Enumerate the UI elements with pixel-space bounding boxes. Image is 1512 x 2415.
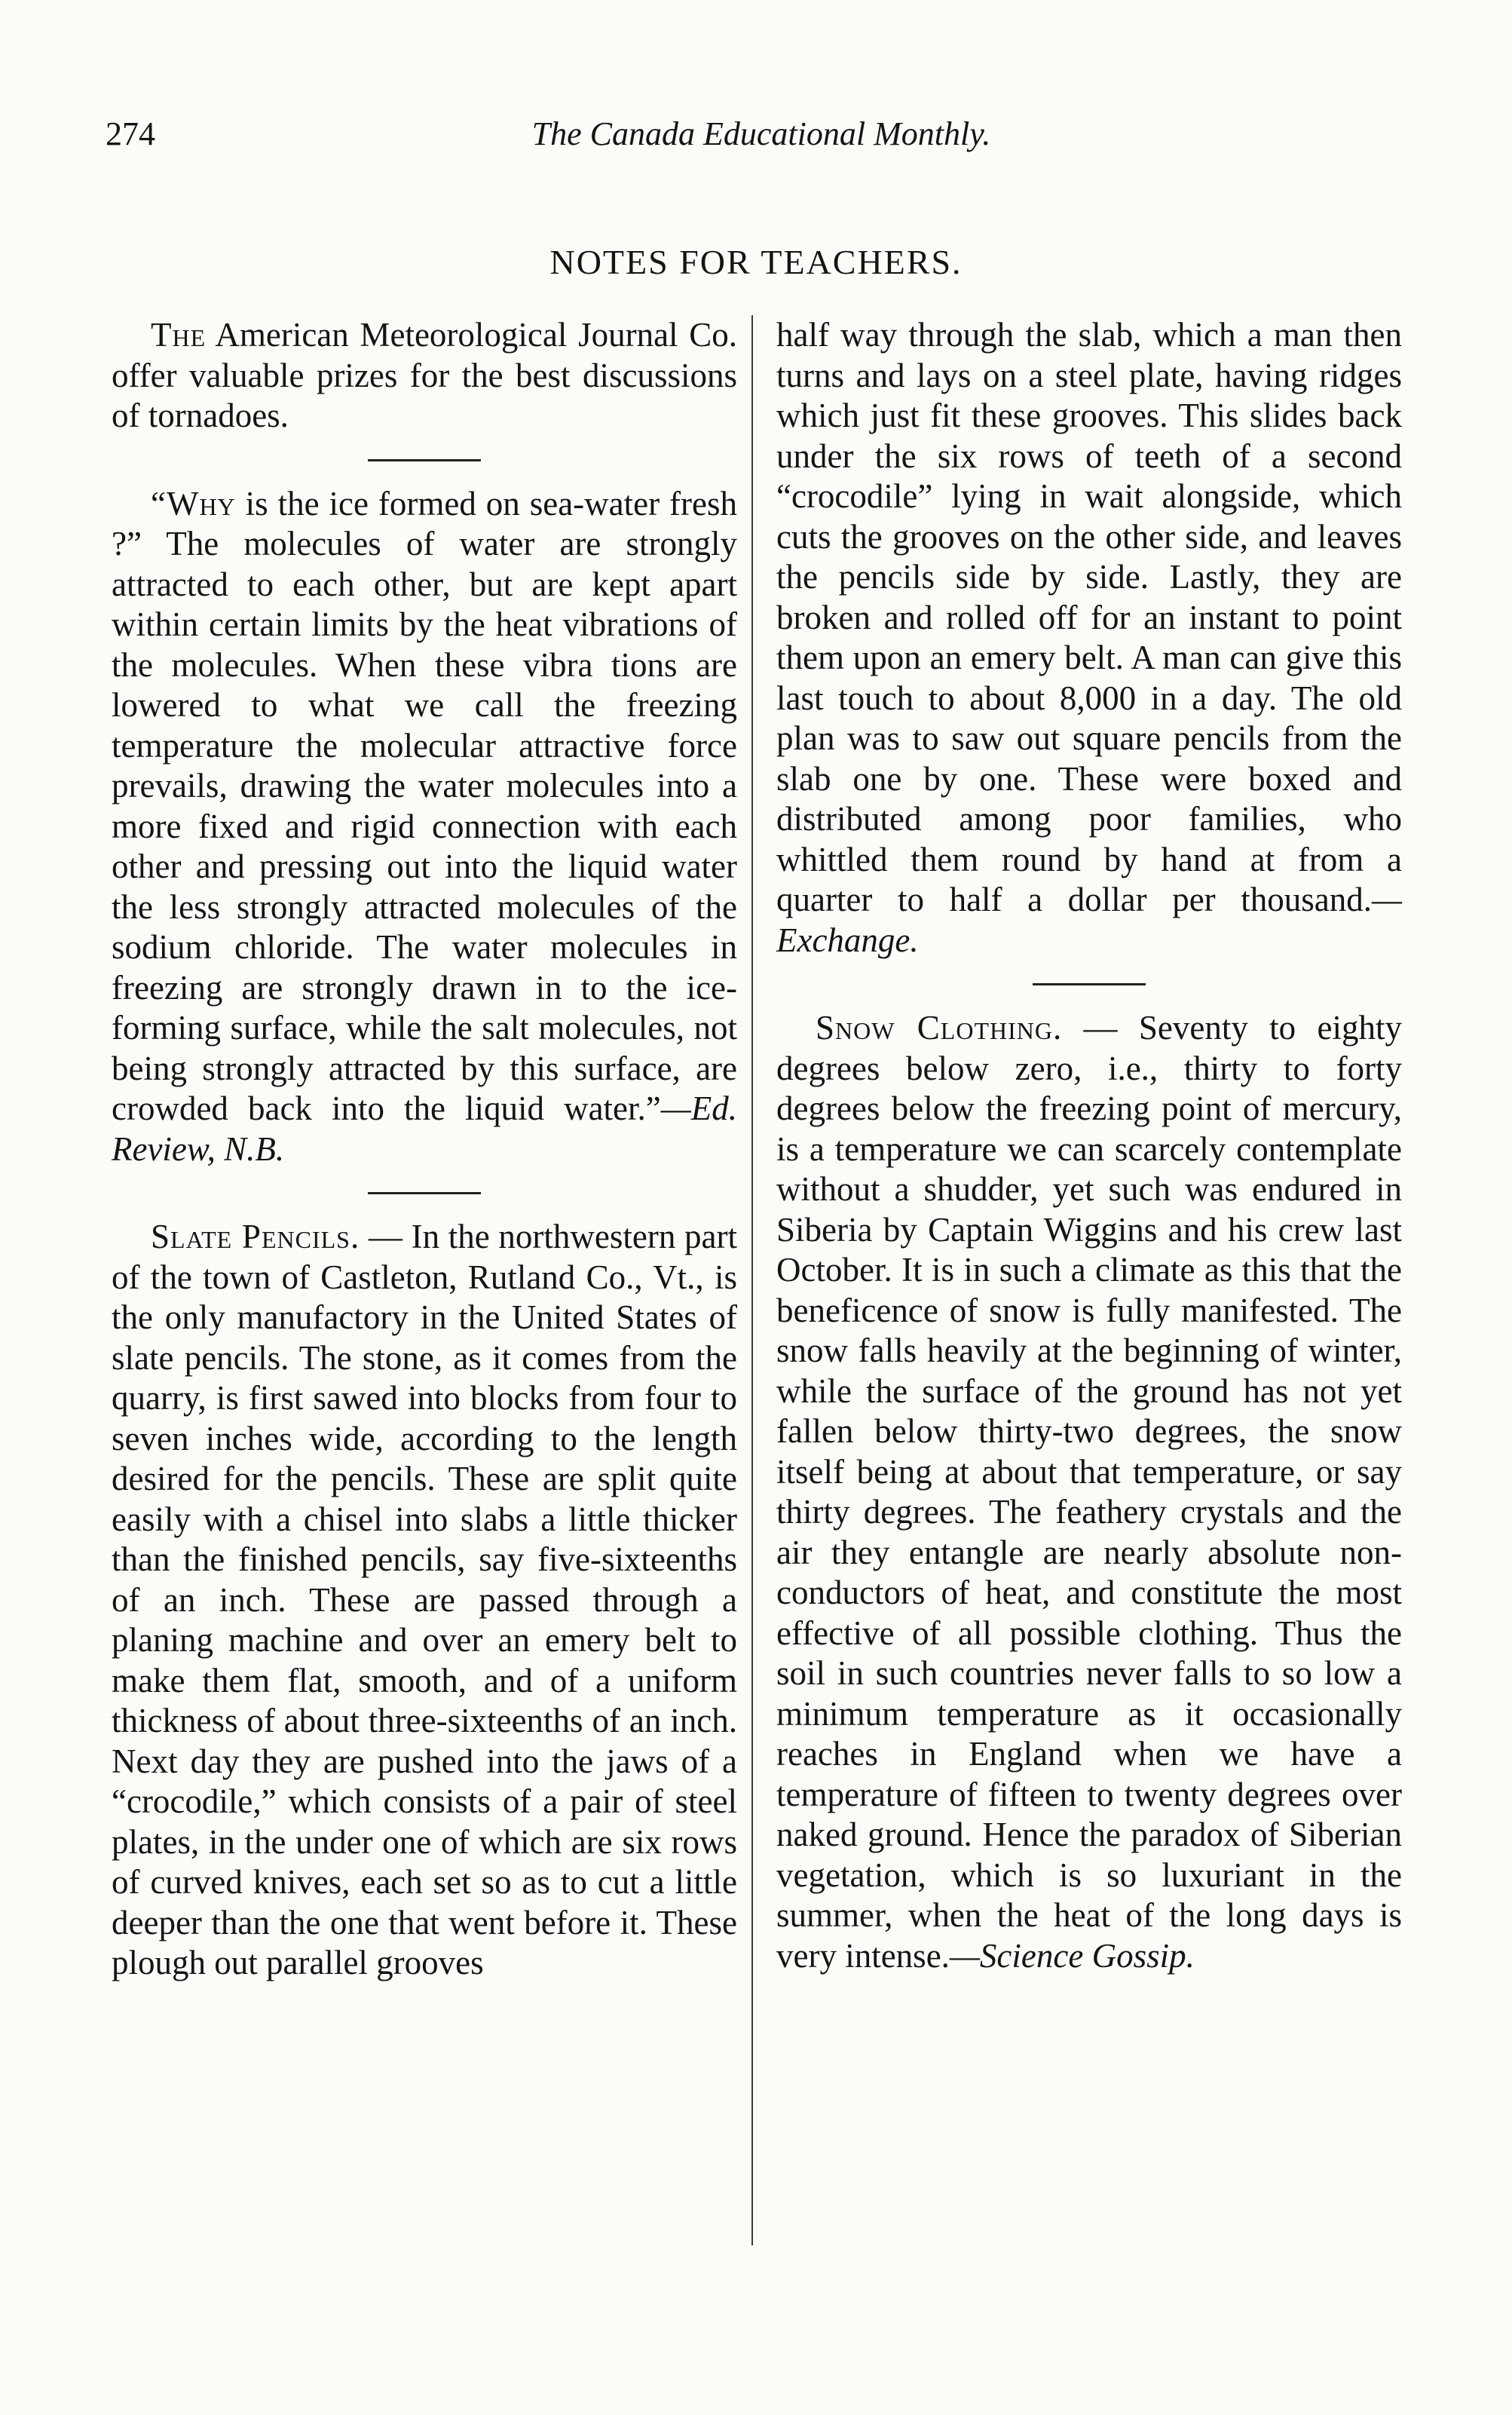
note-snow-clothing	[776, 1008, 1402, 1976]
page-header	[106, 112, 1417, 157]
note-heading: Slate Pencils.	[151, 1218, 360, 1255]
running-title: The Canada Educational Monthly.	[531, 115, 991, 152]
note-slate-pencils	[112, 1217, 737, 1984]
note-slate-pencils-continued	[776, 315, 1402, 961]
note-heading: Snow Clothing.	[816, 1009, 1063, 1047]
separator-rule	[1033, 983, 1146, 985]
note-sea-ice	[112, 484, 737, 1170]
note-body: is the ice formed on sea-water fresh ?” The molecules of water are strongly attracted to each other, but are kept apart within certain limits by the heat vibrations of the molecules. When these vibra tions are lowered to what we call the freezing temperature the molecular attractive force prevails, drawing the water molecules into a more fixed and rigid connection with each other and pressing out into the liquid water the less strongly attracted molecules of the sodium chloride. The water molecules in freezing are strongly drawn in to the ice-forming surface, while the salt molecules, not being strongly attracted by this surface, are crowded back into the liquid water.”	[112, 484, 737, 1127]
page-number: 274	[106, 115, 155, 152]
note-body: American Meteorological Journal Co. offer valuable prizes for the best discussions of tornadoes.	[112, 316, 737, 434]
note-source: —Ed. Review, N.B.	[112, 1090, 737, 1168]
section-title: NOTES FOR TEACHERS.	[549, 243, 963, 281]
separator-rule	[368, 459, 481, 461]
right-column	[776, 315, 1402, 1976]
note-source: —Exchange.	[776, 881, 1402, 959]
column-rule	[751, 315, 753, 2245]
lead-word: The	[151, 316, 207, 354]
note-body: — In the northwestern part of the town of Castleton, Rutland Co., Vt., is the only manufactory in the United States of slate pencils. The stone, as it comes from the quarry, is first sawed into blocks from four to seven inches wide, according to the length desired for the pencils. These are split quite easily with a chisel into slabs a little thicker than the finished pencils, say five-sixteenths of an inch. These are passed through a planing machine and over an emery belt to make them flat, smooth, and of a uniform thickness of about three-sixteenths of an inch. Next day they are pushed into the jaws of a “crocodile,” which consists of a pair of steel plates, in the under one of which are six rows of curved knives, each set so as to cut a little deeper than the one that went before it. These plough out parallel grooves	[112, 1218, 737, 1981]
left-column	[112, 315, 737, 1984]
note-body: half way through the slab, which a man then turns and lays on a steel plate, having ridges which just fit these grooves. This slides back under the six rows of teeth of a second “crocodile” lying in wait alongside, which cuts the grooves on the other side, and leaves the pencils side by side. Lastly, they are broken and rolled off for an instant to point them upon an emery belt. A man can give this last touch to about 8,000 in a day. The old plan was to saw out square pencils from the slab one by one. These were boxed and distributed among poor families, who whittled them round by hand at from a quarter to half a dollar per thousand.	[776, 316, 1402, 918]
note-body: — Seventy to eighty degrees below zero, i.e., thirty to forty degrees below the freezing point of mercury, is a temperature we can scarcely contemplate without a shudder, yet such was endured in Siberia by Captain Wiggins and his crew last October. It is in such a climate as this that the beneficence of snow is fully manifested. The snow falls heavily at the beginning of winter, while the surface of the ground has not yet fallen below thirty-two degrees, the snow itself being at about that temperature, or say thirty degrees. The feathery crystals and the air they entangle are nearly absolute non-conductors of heat, and constitute the most effective of all possible clothing. Thus the soil in such countries never falls to so low a minimum temperature as it occasionally reaches in England when we have a temperature of fifteen to twenty degrees over naked ground. Hence the paradox of Siberian vegetation, which is so luxuriant in the summer, when the heat of the long days is very intense.	[776, 1009, 1402, 1975]
separator-rule	[368, 1192, 481, 1194]
lead-word: “Why	[151, 484, 236, 523]
note-meteorological-prizes	[112, 315, 737, 437]
note-source: —Science Gossip.	[949, 1936, 1195, 1975]
